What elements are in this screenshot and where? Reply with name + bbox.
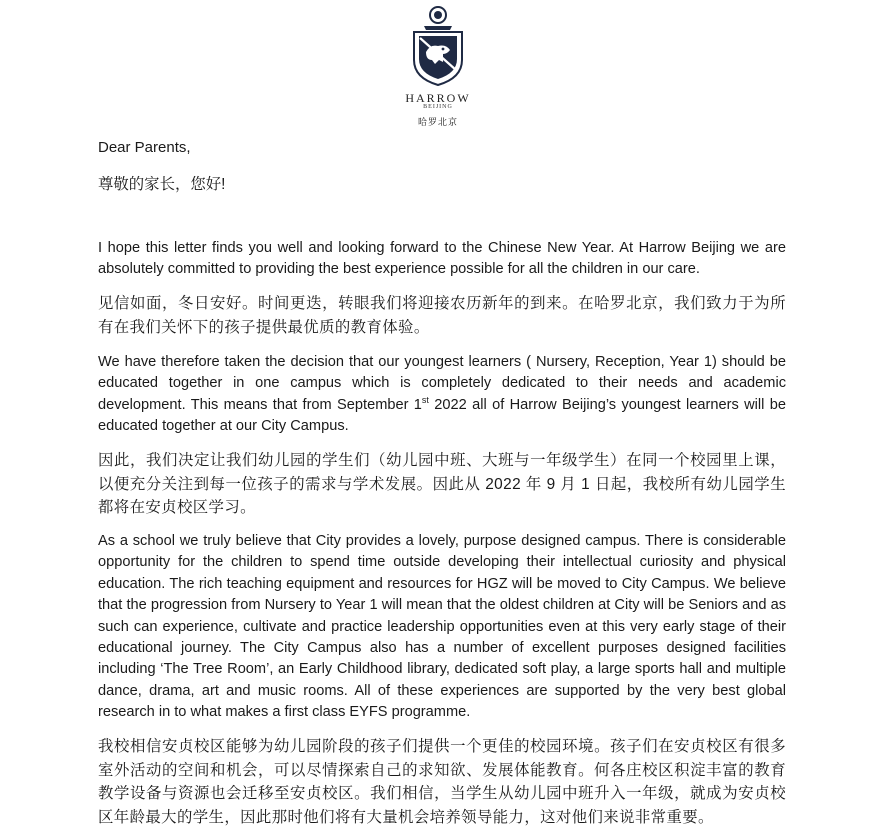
greeting-en: Dear Parents,: [98, 139, 191, 156]
logo-chinese-name: 哈罗北京: [417, 117, 458, 127]
logo-subtitle: BEIJING: [423, 104, 453, 110]
paragraph-2-en-part-b: 2022 all of Harrow Beijing’s youngest learners will be educated together at our City Campus.: [98, 396, 786, 435]
harrow-crest-icon: [410, 4, 466, 86]
paragraph-3-en: [98, 531, 786, 724]
paragraph-3-zh: [98, 735, 786, 829]
greeting-zh: 尊敬的家长，您好!: [98, 176, 226, 193]
ordinal-suffix: st: [421, 394, 429, 405]
paragraph-2-zh-text: 因此，我们决定让我们幼儿园的学生们（幼儿园中班、大班与一年级学生）在同一个校园里上课，以便充分关注到每一位孩子的需求与学术发展。因此从 2022 年 9 月 1 日起，我校所有幼儿园学生都将在安贞校区学习。: [98, 452, 786, 516]
paragraph-1-en-text: I hope this letter finds you well and looking forward to the Chinese New Year. At Harrow Beijing we are absolutely committed to providing the best experience possible for all the children in our care.: [98, 240, 786, 278]
paragraph-3-en-text: As a school we truly believe that City provides a lovely, purpose designed campus. There is considerable opportunity for the children to spend time outside developing their intellectual curiosity and physical education. The rich teaching equipment and resources for HGZ will be moved to City Campus. We believe that the progression from Nursery to Year 1 will mean that the oldest children at City will be Seniors and as such can experience, cultivate and practice leadership opportunities even at this very early stage of their educational journey. The City Campus also has a number of excellent purposes designed facilities including ‘The Tree Room’, an Early Childhood library, dedicated soft play, a large sports hall and multiple dance, drama, art and music rooms. All of these experiences are supported by the very best global research in to what makes a first class EYFS programme.: [98, 533, 786, 721]
paragraph-2-en: [98, 352, 786, 438]
paragraph-2-zh: [98, 449, 786, 520]
school-logo: [404, 4, 472, 130]
paragraph-1-zh-text: 见信如面，冬日安好。时间更迭，转眼我们将迎接农历新年的到来。在哈罗北京，我们致力于为所有在我们关怀下的孩子提供最优质的教育体验。: [98, 295, 786, 336]
paragraph-1-en: [98, 238, 786, 281]
paragraph-3-zh-text: 我校相信安贞校区能够为幼儿园阶段的孩子们提供一个更佳的校园环境。孩子们在安贞校区有很多室外活动的空间和机会，可以尽情探索自己的求知欲、发展体能教育。何各庄校区积淀丰富的教育教学设备与资源也会迁移至安贞校区。我们相信，当学生从幼儿园中班升入一年级，就成为安贞校区年龄最大的学生，因此那时他们将有大量机会培养领导能力，这对他们来说非常重要。: [98, 738, 786, 826]
logo-name: HARROW: [405, 91, 471, 105]
paragraph-2-en-part-a: We have therefore taken the decision that our youngest learners ( Nursery, Reception, Year 1) should be educated together in one campus which is completely dedicated to their needs and academic development. This means that from September 1: [98, 354, 786, 413]
paragraph-1-zh: [98, 292, 786, 339]
paragraph-2-en-text: [98, 352, 786, 438]
